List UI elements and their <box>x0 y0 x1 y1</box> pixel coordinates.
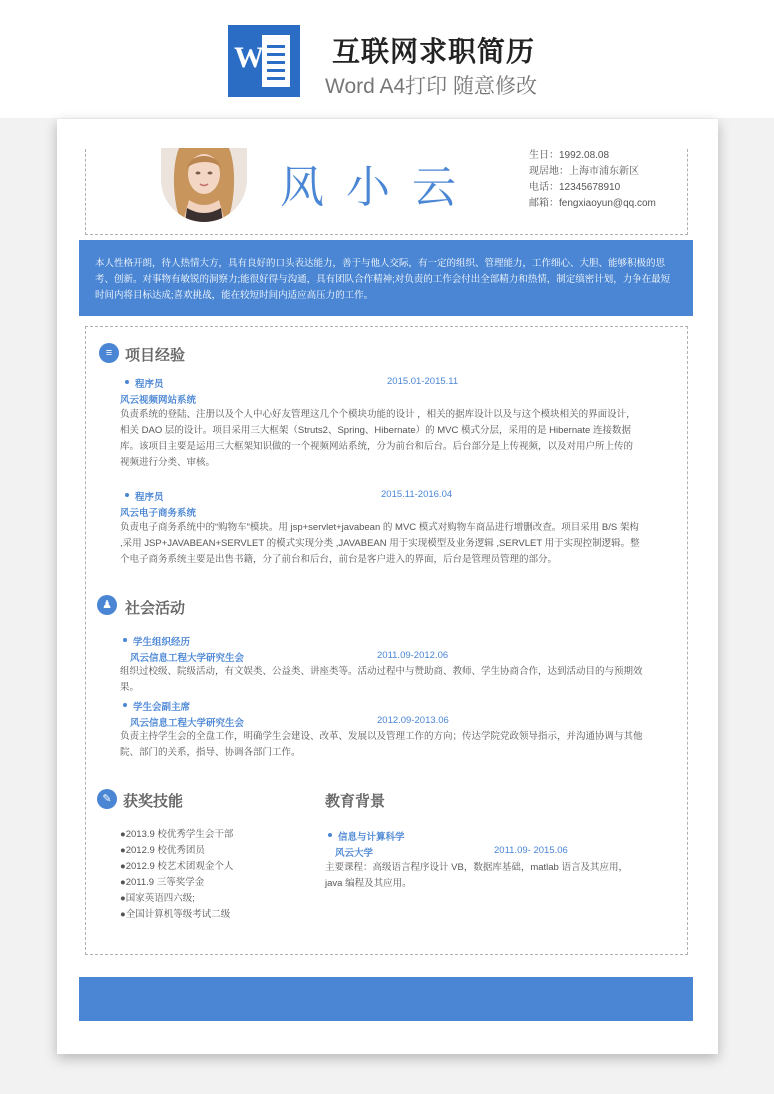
activity-2-date: 2012.09-2013.06 <box>377 715 449 726</box>
bullet-icon <box>125 380 129 384</box>
section-title-projects: 项目经验 <box>125 347 186 364</box>
project-1-role: 程序员 <box>135 379 164 390</box>
phone: 电话：12345678910 <box>529 182 621 193</box>
header-banner <box>0 0 774 118</box>
education-date: 2011.09- 2015.06 <box>494 845 568 856</box>
bullet-icon <box>125 493 129 497</box>
stack-icon: ≡ <box>99 343 119 363</box>
section-title-education: 教育背景 <box>325 793 386 810</box>
project-2-date: 2015.11-2016.04 <box>381 489 453 500</box>
project-1-date: 2015.01-2015.11 <box>387 376 459 387</box>
award-item: ●2013.9 校优秀学生会干部 <box>120 829 234 840</box>
award-item: ●国家英语四六级; <box>120 893 195 904</box>
email: 邮箱：fengxiaoyun@qq.com <box>529 198 656 209</box>
education-major: 信息与计算科学 <box>338 832 405 843</box>
contact-info <box>529 148 656 212</box>
bullet-icon <box>123 703 127 707</box>
award-item: ●2011.9 三等奖学金 <box>120 877 205 888</box>
award-item: ●全国计算机等级考试二级 <box>120 909 231 920</box>
section-title-awards: 获奖技能 <box>123 793 184 810</box>
project-1-name: 风云视频网站系统 <box>120 395 197 406</box>
project-2-role: 程序员 <box>135 492 164 503</box>
education-desc: 主要课程：高级语言程序设计 VB，数据库基础，matlab 语言及其应用，java 编程及其应用。 <box>325 862 628 889</box>
activity-1-org: 风云信息工程大学研究生会 <box>130 653 245 664</box>
activity-1-role: 学生组织经历 <box>133 637 191 648</box>
person-icon: ♟ <box>97 595 117 615</box>
birth-date: 生日：1992.08.08 <box>529 150 610 161</box>
location: 现居地：上海市浦东新区 <box>529 166 639 177</box>
resume-page <box>57 119 718 1054</box>
activity-2-desc: 负责主持学生会的全盘工作，明确学生会建设、改革、发展以及管理工作的方向；传达学院党政领导指示，并沟通协调与其他院、部门的关系，指导、协调各部门工作。 <box>120 731 643 758</box>
section-title-activities: 社会活动 <box>125 600 186 617</box>
bullet-icon <box>328 833 332 837</box>
project-2-name: 风云电子商务系统 <box>120 508 197 519</box>
activity-1-date: 2011.09-2012.06 <box>377 650 449 661</box>
self-intro: 本人性格开朗，待人热情大方，具有良好的口头表达能力，善于与他人交际，有一定的组织、管理能力，工作细心、大胆、能够积极的思考、创新。对事物有敏锐的洞察力;能很好得与沟通，具有团队合作精神;对负责的工作会付出全部精力和热情，制定缜密计划，力争在最短 时间内将目标达成;喜欢挑战，能在较短时间内适应高压力的工作。 <box>95 258 671 301</box>
activity-2-role: 学生会副主席 <box>133 702 191 713</box>
footer-bar <box>79 977 693 1021</box>
project-1-desc: 负责系统的登陆、注册以及个人中心好友管理这几个个模块功能的设计 ，相关的据库设计以及与这个模块相关的界面设计，相关 DAO 层的设计。项目采用三大框架（Struts2、Spring、Hibernate）的 MVC 模式分层，采用的是 Hibernate 连接数据库。该项目主要是运用三大框架知识做的一个视频网站系统，分为前台和后台。后台部分是上传视频，以及对用户所上传的视频进行分类、审核。 <box>120 409 636 468</box>
award-item: ●2012.9 校艺术团观金个人 <box>120 861 234 872</box>
activity-2-org: 风云信息工程大学研究生会 <box>130 718 245 729</box>
banner-title: 互联网求职简历 <box>332 36 536 67</box>
activity-1-desc: 组织过校级、院级活动，有文娱类、公益类、讲座类等。活动过程中与赞助商、教师、学生协商合作，达到活动目的与预期效果。 <box>120 666 643 693</box>
education-school: 风云大学 <box>335 848 374 859</box>
candidate-name: 风小云 <box>280 162 478 213</box>
bullet-icon <box>123 638 127 642</box>
word-icon: W <box>228 25 300 97</box>
project-2-desc: 负责电子商务系统中的“购物车”模块。用 jsp+servlet+javabean 的 MVC 模式对购物车商品进行增删改查。项目采用 B/S 架构 ,采用 JSP+JAVABEAN+SERVLET 的模式实现分类 ,JAVABEAN 用于实现模型及业务逻辑 ,SERVLET 用于实现控制逻辑。整个电子商务系统主要是出售书籍，分了前台和后台，前台是客户进入的界面，后台是管理员管理的部分。 <box>120 522 640 565</box>
banner-subtitle: Word A4打印 随意修改 <box>325 75 537 98</box>
graduation-cap-icon: ✎ <box>97 789 117 809</box>
award-item: ●2012.9 校优秀团员 <box>120 845 205 856</box>
